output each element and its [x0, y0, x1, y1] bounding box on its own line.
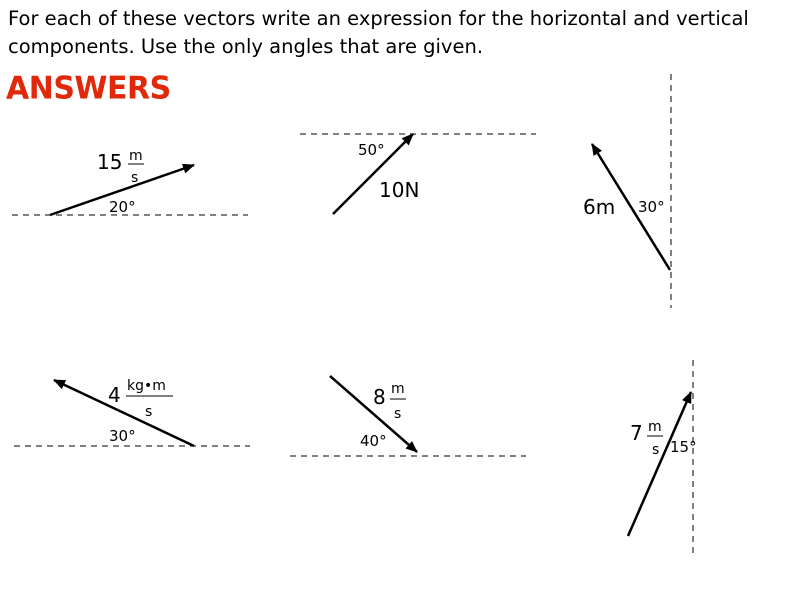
answers-heading: ANSWERS — [6, 70, 171, 107]
instructions-text: For each of these vectors write an expression for the horizontal and vertical components. Use the only angles that are given. — [8, 7, 749, 58]
magnitude-label: 15 — [97, 150, 123, 174]
vector-1 — [12, 148, 248, 216]
unit-denominator: s — [145, 404, 153, 420]
angle-label: 30° — [638, 198, 665, 216]
magnitude-label: 4 — [108, 383, 121, 407]
unit-numerator: kg•m — [127, 378, 166, 394]
unit-numerator: m — [391, 381, 405, 397]
magnitude-label: 10N — [379, 178, 420, 202]
unit-numerator: m — [129, 148, 143, 164]
vector-2 — [300, 134, 536, 214]
angle-label: 15° — [670, 438, 697, 456]
angle-label: 30° — [109, 427, 136, 445]
angle-label: 40° — [360, 432, 387, 450]
vector-6 — [628, 360, 697, 556]
magnitude-label: 7 — [630, 421, 643, 445]
unit-denominator: s — [131, 170, 139, 186]
angle-label: 50° — [358, 141, 385, 159]
magnitude-label: 8 — [373, 385, 386, 409]
vector-3 — [583, 74, 671, 308]
vector-4 — [14, 378, 250, 446]
unit-numerator: m — [648, 419, 662, 435]
vector-5 — [290, 376, 526, 456]
unit-denominator: s — [652, 442, 660, 458]
angle-label: 20° — [109, 198, 136, 216]
unit-denominator: s — [394, 406, 402, 422]
vector-arrow — [628, 392, 691, 536]
magnitude-label: 6m — [583, 195, 616, 219]
